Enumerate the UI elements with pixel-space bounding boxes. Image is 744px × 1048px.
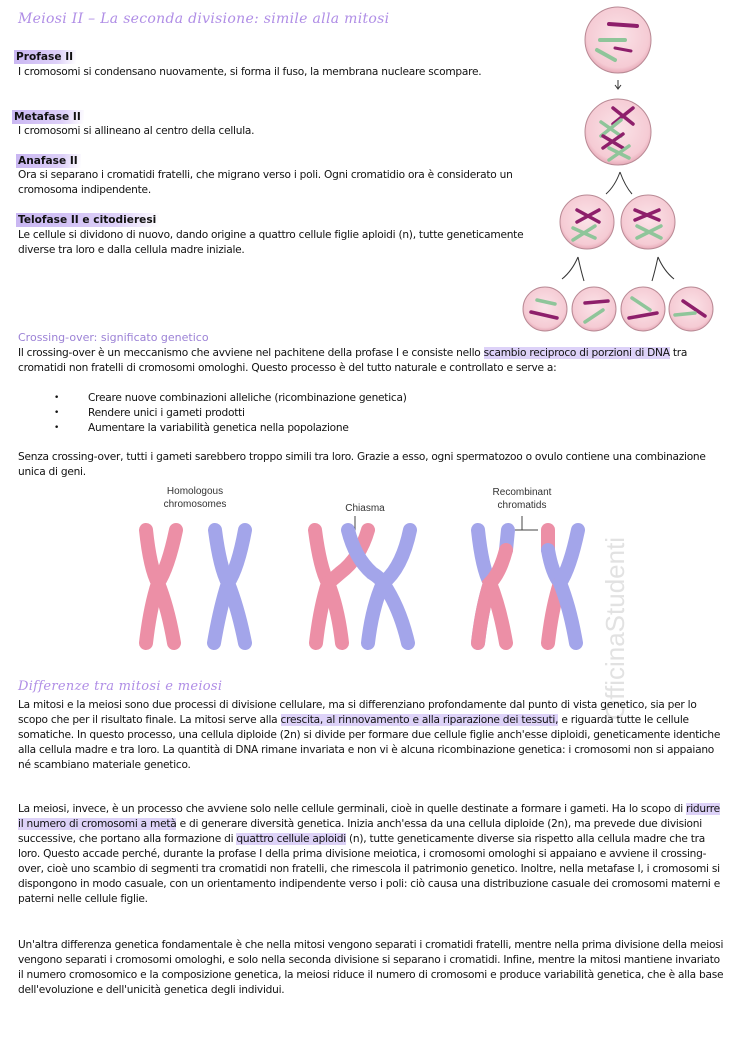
crossing-paragraph-2: Senza crossing-over, tutti i gameti sarebbero troppo simili tra loro. Grazie a esso, ogni spermatozoo o ovulo contiene una combinazione unica di geni. — [18, 451, 706, 478]
text-segment: e di generare diversità genetica. Inizia anch'essa da una cellula diploide (2n), ma prevede due divisioni successive, che portano alla formazione di — [18, 818, 702, 845]
label-chromatids: chromatids — [497, 500, 547, 511]
chromosome-blue — [214, 530, 245, 643]
page-title: Meiosi II – La seconda divisione: simile alla mitosi — [18, 11, 390, 27]
heading-metafase-ii: Metafase II — [12, 110, 84, 124]
heading-profase-ii: Profase II — [14, 50, 76, 64]
text-segment: La mitosi e la meiosi sono due processi di divisione cellulare, ma si differenziano profondamente dal punto di vista genetico, sia per lo scopo che per il risultato finale. La mitosi serve alla — [18, 699, 697, 726]
highlighted-text: scambio reciproco di porzioni di DNA — [483, 347, 670, 359]
cell-prophase — [585, 7, 651, 73]
text-segment: Il crossing-over è un meccanismo che avviene nel pachitene della profase I e consiste nello — [18, 347, 484, 359]
cell-daughter-2 — [621, 195, 675, 249]
chromosome-blue-crossing — [348, 530, 410, 643]
label-chromosomes: chromosomes — [163, 499, 227, 510]
text-metafase-ii: I cromosomi si allineano al centro della cellula. — [18, 125, 255, 137]
cell-gamete-2 — [572, 287, 616, 331]
heading-telofase-ii: Telofase II e citodieresi — [16, 213, 159, 227]
chromosome-pink — [146, 530, 176, 643]
cell-daughter-1 — [560, 195, 614, 249]
text-segment: e riguarda tutte le cellule somatiche. In questo processo, una cellula diploide (2n) si divide per formare due cellule figlie anch'esse diploidi, geneticamente identiche alla cellula madre e tra loro. La quantità di DNA rimane invariata e non vi è alcuna ricombinazione genetica: i cromosomi non si appaiano né scambiano materiale genetico. — [18, 714, 721, 771]
text-segment: (n), tutte geneticamente diverse sia rispetto alla cellula madre che tra loro. Questo accade perché, durante la profase I della prima divisione meiotica, i cromosomi omologhi si appaiano e avviene il crossing-over, cioè uno scambio di segmenti tra cromatidi non fratelli, che rimescola il patrimonio genetico. Inoltre, nella metafase I, i cromosomi si dispongono in modo casuale, con un orientamento indipendente verso i poli: ciò causa una distribuzione casuale dei cromosomi materni e paterni nelle cellule figlie. — [18, 833, 720, 905]
cell-gamete-4 — [669, 287, 713, 331]
label-homologous: Homologous — [166, 486, 224, 497]
split-arrow-icon — [562, 257, 584, 281]
crossing-bullet-list — [18, 391, 718, 436]
text-segment: La meiosi, invece, è un processo che avviene solo nelle cellule germinali, cioè in quelle destinate a formare i gameti. Ha lo scopo di — [18, 803, 687, 815]
text-profase-ii: I cromosomi si condensano nuovamente, si forma il fuso, la membrana nucleare scompare. — [18, 66, 482, 78]
highlighted-text: quattro cellule aploidi — [236, 833, 346, 845]
cell-metaphase — [585, 99, 651, 165]
label-recombinant: Recombinant — [492, 487, 552, 498]
split-arrow-icon — [652, 257, 674, 281]
text-segment: tra cromatidi non fratelli di cromosomi omologhi. Questo processo è del tutto naturale e controllato e serve a: — [18, 347, 688, 374]
split-arrow-icon — [606, 172, 632, 194]
meiosis-ii-diagram — [515, 0, 744, 340]
heading-differenze: Differenze tra mitosi e meiosi — [18, 679, 223, 694]
chromosome-recombinant-2 — [548, 530, 578, 643]
crossing-paragraph-1 — [18, 346, 723, 376]
list-item: • Aumentare la variabilità genetica nella popolazione — [18, 421, 718, 436]
arrow-icon — [615, 80, 621, 89]
highlighted-text: crescita, al rinnovamento e alla riparazione dei tessuti, — [280, 714, 559, 726]
highlighted-text: ridurre il numero di cromosomi a metà — [18, 803, 720, 830]
differenze-paragraph-1 — [18, 698, 726, 773]
list-item: • Rendere unici i gameti prodotti — [18, 406, 718, 421]
heading-crossing-over: Crossing-over: significato genetico — [18, 331, 209, 344]
heading-anafase-ii: Anafase II — [16, 154, 81, 168]
crossing-over-figure — [110, 478, 650, 668]
text-telofase-ii: Le cellule si dividono di nuovo, dando origine a quattro cellule figlie aploidi (n), tutte geneticamente diverse tra loro e dalla cellula madre iniziale. — [18, 229, 524, 256]
cell-gamete-1 — [523, 287, 567, 331]
cell-gamete-3 — [621, 287, 665, 331]
list-item: • Creare nuove combinazioni alleliche (ricombinazione genetica) — [18, 391, 718, 406]
differenze-paragraph-2 — [18, 802, 726, 907]
chromosome-recombinant-1 — [478, 530, 508, 643]
differenze-paragraph-3: Un'altra differenza genetica fondamentale è che nella mitosi vengono separati i cromatidi fratelli, mentre nella prima divisione della meiosi vengono separati i cromosomi omologhi, e solo nella seconda divisione si separano i cromatidi. Infine, mentre la mitosi mantiene invariato il numero cromosomico e la composizione genetica, la meiosi riduce il numero di cromosomi e produce variabilità genetica, che è alla base dell'evoluzione e dell'unicità genetica degli individui. — [18, 939, 724, 996]
label-chiasma: Chiasma — [345, 503, 385, 514]
text-anafase-ii: Ora si separano i cromatidi fratelli, che migrano verso i poli. Ogni cromatidio ora è considerato un cromosoma indipendente. — [18, 169, 513, 196]
watermark: OfficinaStudenti — [600, 536, 630, 720]
